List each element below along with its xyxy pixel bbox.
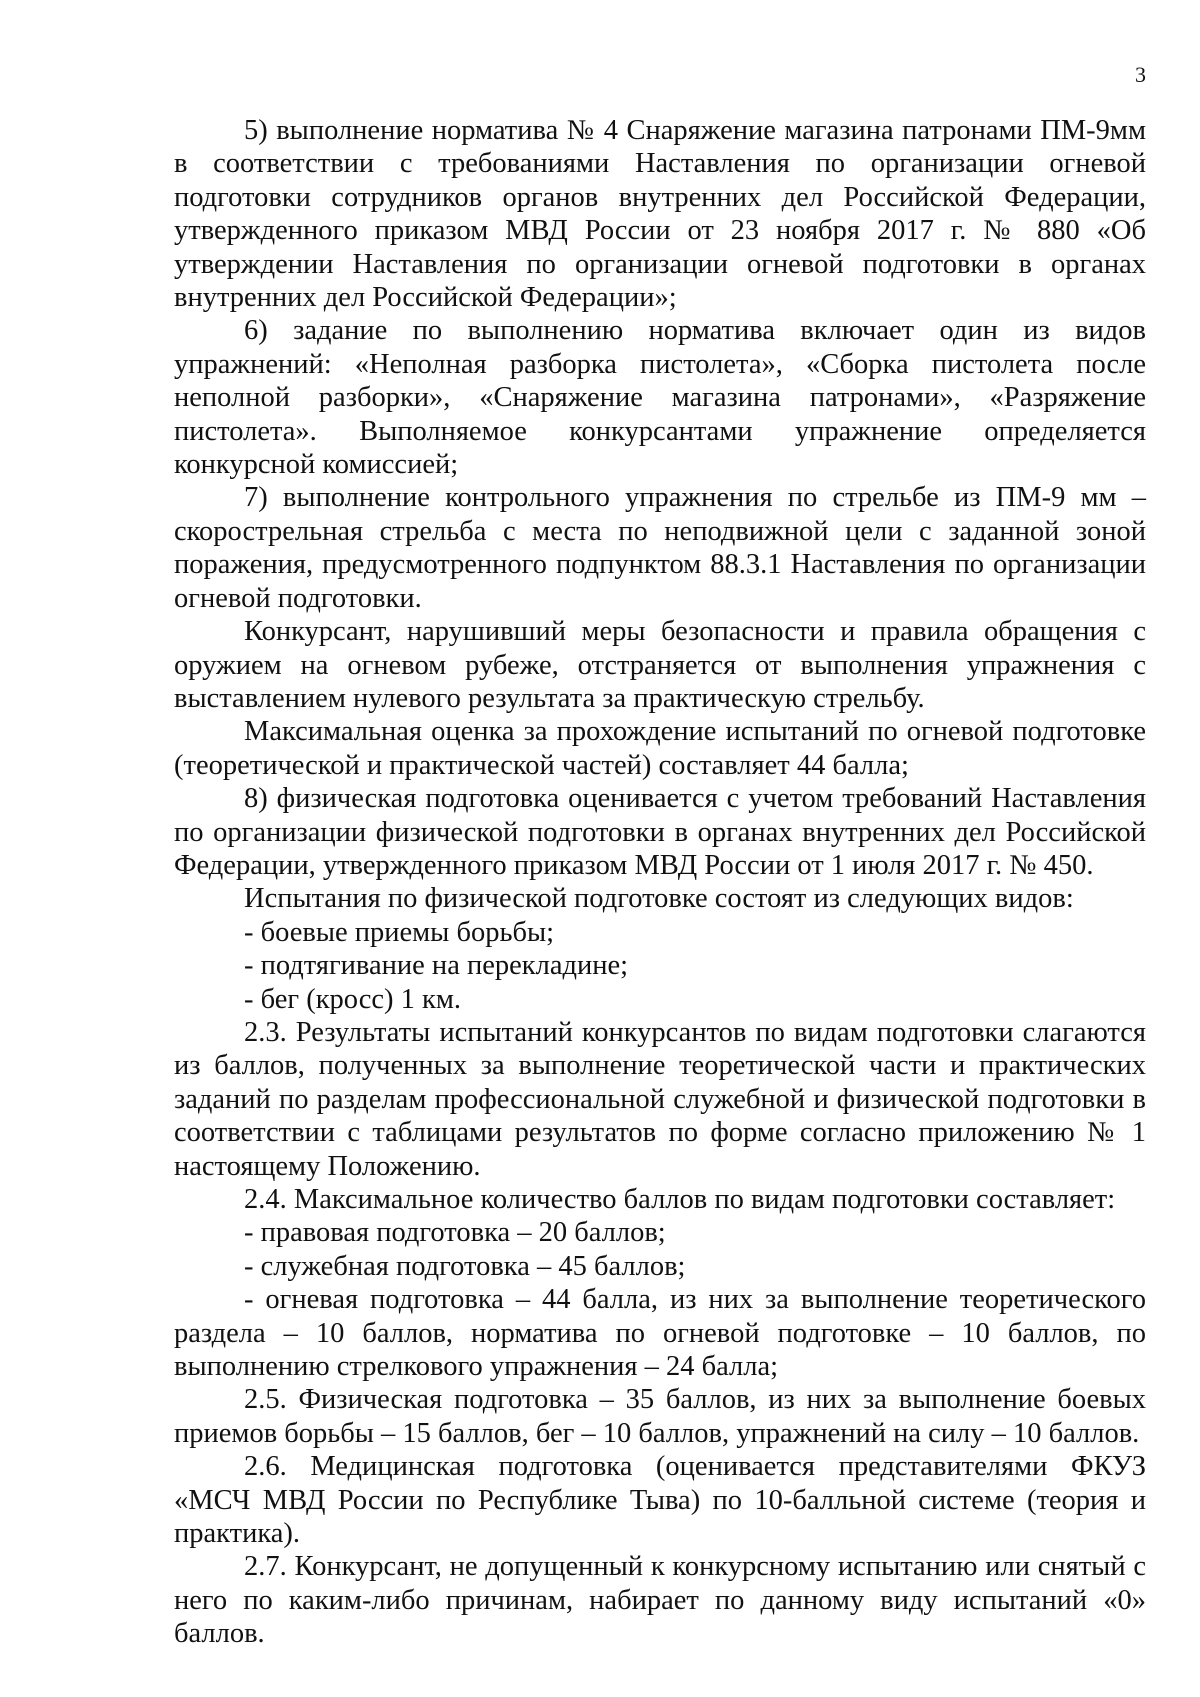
paragraph-physical-tests-intro: Испытания по физической подготовке состоят из следующих видов: — [244, 883, 1074, 915]
paragraph-safety-violation: Конкурсант, нарушивший меры безопасности и правила обращения с оружием на огневом рубеже, отстраняется от выполнения упражнения с выставлением нулевого результата за практическую стрельбу. — [174, 616, 1146, 714]
paragraph-2-6-medical: 2.6. Медицинская подготовка (оценивается представителями ФКУЗ «МСЧ МВД России по Республике Тыва) по 10-балльной системе (теория и практика). — [174, 1451, 1146, 1550]
list-item-combat-techniques: - боевые приемы борьбы; — [244, 916, 555, 948]
paragraph-normative-4: 5) выполнение норматива № 4 Снаряжение магазина патронами ПМ-9мм в соответствии с требованиями Наставления по организации огневой подготовки сотрудников органов внутренних дел Российской Федерации, утвержденного приказом МВД России от 23 ноября 2017 г. № 880 «Об утверждении Наставления по организации огневой подготовки в органах внутренних дел Российской Федерации»; — [174, 115, 1146, 314]
paragraph-2-4-max-points: 2.4. Максимальное количество баллов по видам подготовки составляет: — [244, 1184, 1116, 1215]
paragraph-physical-training: 8) физическая подготовка оценивается с учетом требований Наставления по организации физической подготовки в органах внутренних дел Российской Федерации, утвержденного приказом МВД России от 1 июля 2017 г. № 450. — [174, 783, 1146, 881]
paragraph-max-fire-score: Максимальная оценка за прохождение испытаний по огневой подготовке (теоретической и практической частей) составляет 44 балла; — [174, 716, 1146, 781]
paragraph-2-5-physical: 2.5. Физическая подготовка – 35 баллов, из них за выполнение боевых приемов борьбы – 15 баллов, бег – 10 баллов, упражнений на силу – 10 баллов. — [174, 1384, 1146, 1449]
list-item-service-training: - служебная подготовка – 45 баллов; — [244, 1250, 686, 1282]
page-number: 3 — [1135, 62, 1146, 87]
list-item-running: - бег (кросс) 1 км. — [244, 983, 462, 1015]
document-body — [174, 114, 1146, 1651]
paragraph-2-3-results: 2.3. Результаты испытаний конкурсантов по видам подготовки слагаются из баллов, полученных за выполнение теоретической части и практических заданий по разделам профессиональной служебной и физической подготовки в соответствии с таблицами результатов по форме согласно приложению № 1 настоящему Положению. — [174, 1016, 1146, 1182]
paragraph-2-7-disqualified: 2.7. Конкурсант, не допущенный к конкурсному испытанию или снятый с него по каким-либо причинам, набирает по данному виду испытаний «0» баллов. — [174, 1551, 1146, 1650]
list-item-fire-training: - огневая подготовка – 44 балла, из них за выполнение теоретического раздела – 10 баллов, норматива по огневой подготовке – 10 баллов, по выполнению стрелкового упражнения – 24 балла; — [174, 1284, 1146, 1383]
list-item-pull-ups: - подтягивание на перекладине; — [244, 950, 629, 982]
list-item-legal-training: - правовая подготовка – 20 баллов; — [244, 1217, 666, 1249]
paragraph-normative-task: 6) задание по выполнению норматива включает один из видов упражнений: «Неполная разборка пистолета», «Сборка пистолета после неполной разборки», «Снаряжение магазина патронами», «Разряжение пистолета». Выполняемое конкурсантами упражнение определяется конкурсной комиссией; — [174, 315, 1146, 481]
paragraph-control-exercise: 7) выполнение контрольного упражнения по стрельбе из ПМ-9 мм – скорострельная стрельба с места по неподвижной цели с заданной зоной поражения, предусмотренного подпунктом 88.3.1 Наставления по организации огневой подготовки. — [174, 482, 1146, 614]
